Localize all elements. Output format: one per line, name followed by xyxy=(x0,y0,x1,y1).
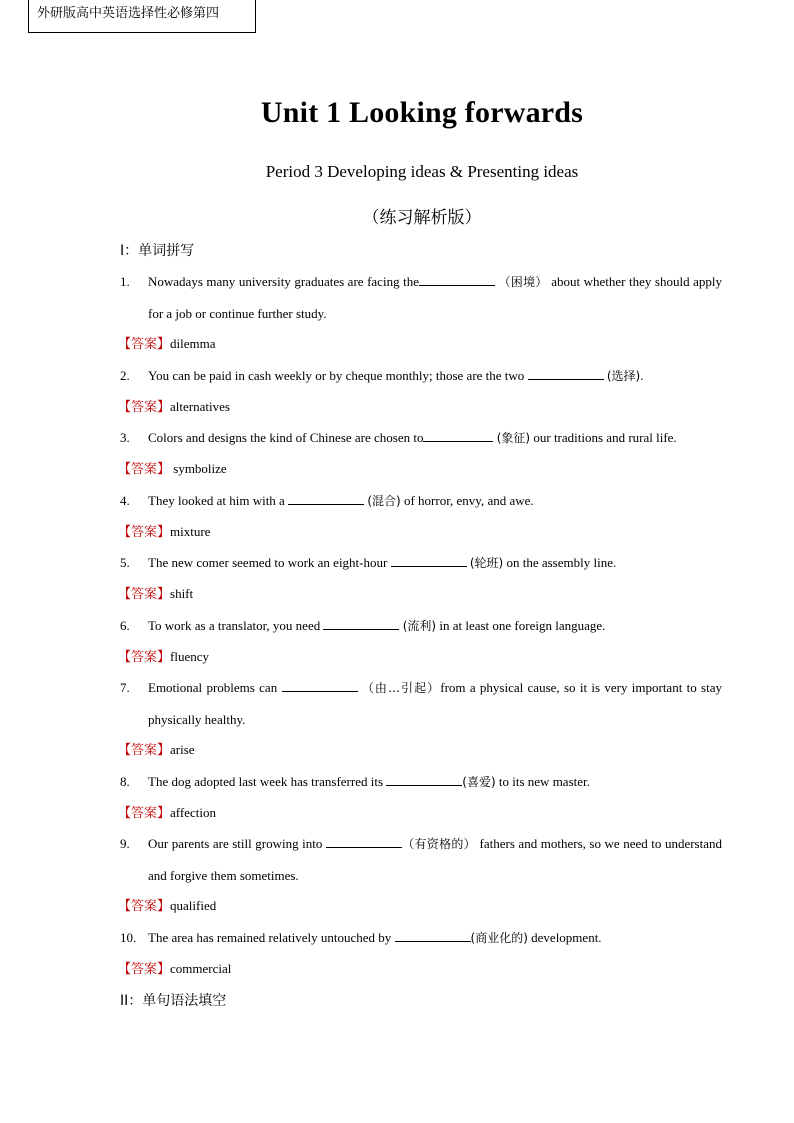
question-number: 1. xyxy=(120,274,130,289)
question-hint: （困境） xyxy=(498,275,548,289)
question-number: 10. xyxy=(120,930,137,945)
question-hint: （由…引起） xyxy=(361,681,441,695)
question-hint: (选择) xyxy=(606,369,641,383)
answer-value: alternatives xyxy=(170,399,230,414)
answer-row xyxy=(118,647,209,668)
question-hint: (喜爱) xyxy=(462,775,496,789)
question-number: 7. xyxy=(120,680,130,695)
question-number: 8. xyxy=(120,774,130,789)
answer-value: dilemma xyxy=(170,336,216,351)
question-text: The new comer seemed to work an eight-hour (轮班) on the assembly line. xyxy=(148,555,617,570)
answer-row xyxy=(118,459,227,480)
question-item xyxy=(120,828,722,891)
answer-label: 【答案】 xyxy=(118,525,171,540)
question-hint: (流利) xyxy=(402,619,437,633)
answer-value: mixture xyxy=(170,524,211,539)
question-text: Colors and designs the kind of Chinese are chosen to (象征) our traditions and rural life. xyxy=(148,430,677,445)
question-number: 2. xyxy=(120,368,130,383)
answer-blank xyxy=(419,273,495,286)
question-text: You can be paid in cash weekly or by cheque monthly; those are the two (选择). xyxy=(148,368,644,383)
question-hint: (混合) xyxy=(367,494,401,508)
question-item xyxy=(120,922,722,954)
question-text: Emotional problems can （由…引起）from a physical cause, so it is very important to stay physically healthy. xyxy=(148,680,722,727)
header-tag: 外研版高中英语选择性必修第四 xyxy=(28,0,256,33)
question-hint: (商业化的) xyxy=(470,931,528,945)
question-hint: （有资格的） xyxy=(401,837,476,851)
section-heading-grammar: II：单句语法填空 xyxy=(120,993,227,1009)
question-text: Nowadays many university graduates are facing the （困境） about whether they should apply for a job or continue further study. xyxy=(148,274,722,321)
section-heading-spelling: I：单词拼写 xyxy=(120,243,195,259)
question-hint: (轮班) xyxy=(469,556,504,570)
question-number: 5. xyxy=(120,555,130,570)
answer-blank xyxy=(423,429,493,442)
question-number: 4. xyxy=(120,493,130,508)
answer-blank xyxy=(323,617,399,630)
answer-blank xyxy=(282,679,358,692)
answer-blank xyxy=(395,929,471,942)
question-item xyxy=(120,266,722,329)
question-item xyxy=(120,766,722,798)
answer-row xyxy=(118,959,231,980)
answer-row xyxy=(118,334,216,355)
answer-label: 【答案】 xyxy=(118,806,171,821)
question-item xyxy=(120,485,722,517)
answer-blank xyxy=(386,773,462,786)
answer-row xyxy=(118,584,193,605)
answer-value: affection xyxy=(170,805,216,820)
answer-label: 【答案】 xyxy=(118,462,171,477)
answer-blank xyxy=(326,835,402,848)
answer-label: 【答案】 xyxy=(118,899,171,914)
answer-value: commercial xyxy=(170,961,232,976)
answer-label: 【答案】 xyxy=(118,400,171,415)
answer-value: qualified xyxy=(170,898,217,913)
page-subtitle-version: （练习解析版） xyxy=(362,208,482,228)
answer-value: symbolize xyxy=(170,461,227,476)
question-number: 3. xyxy=(120,430,130,445)
question-text: To work as a translator, you need (流利) in at least one foreign language. xyxy=(148,618,606,633)
question-text: The area has remained relatively untouched by (商业化的) development. xyxy=(148,930,602,945)
question-hint: (象征) xyxy=(496,431,531,445)
answer-label: 【答案】 xyxy=(118,337,171,352)
answer-row xyxy=(118,803,216,824)
question-text: Our parents are still growing into （有资格的） fathers and mothers, so we need to understand and forgive them sometimes. xyxy=(148,836,722,883)
answer-value: shift xyxy=(170,586,194,601)
answer-label: 【答案】 xyxy=(118,962,171,977)
question-item xyxy=(120,422,722,454)
question-number: 6. xyxy=(120,618,130,633)
answer-blank xyxy=(391,554,467,567)
question-item xyxy=(120,610,722,642)
question-number: 9. xyxy=(120,836,130,851)
answer-blank xyxy=(528,367,604,380)
question-text: The dog adopted last week has transferred its (喜爱) to its new master. xyxy=(148,774,590,789)
page-title: Unit 1 Looking forwards xyxy=(260,96,584,129)
question-item xyxy=(120,547,722,579)
answer-row xyxy=(118,522,210,543)
question-item xyxy=(120,360,722,392)
answer-blank xyxy=(288,492,364,505)
page-subtitle: Period 3 Developing ideas & Presenting ideas xyxy=(265,162,579,181)
answer-label: 【答案】 xyxy=(118,743,171,758)
answer-label: 【答案】 xyxy=(118,650,171,665)
question-item xyxy=(120,672,722,735)
answer-row xyxy=(118,896,216,917)
answer-value: arise xyxy=(170,742,195,757)
answer-label: 【答案】 xyxy=(118,587,171,602)
answer-row xyxy=(118,740,195,761)
question-text: They looked at him with a (混合) of horror, envy, and awe. xyxy=(148,493,534,508)
answer-row xyxy=(118,397,230,418)
answer-value: fluency xyxy=(170,649,209,664)
